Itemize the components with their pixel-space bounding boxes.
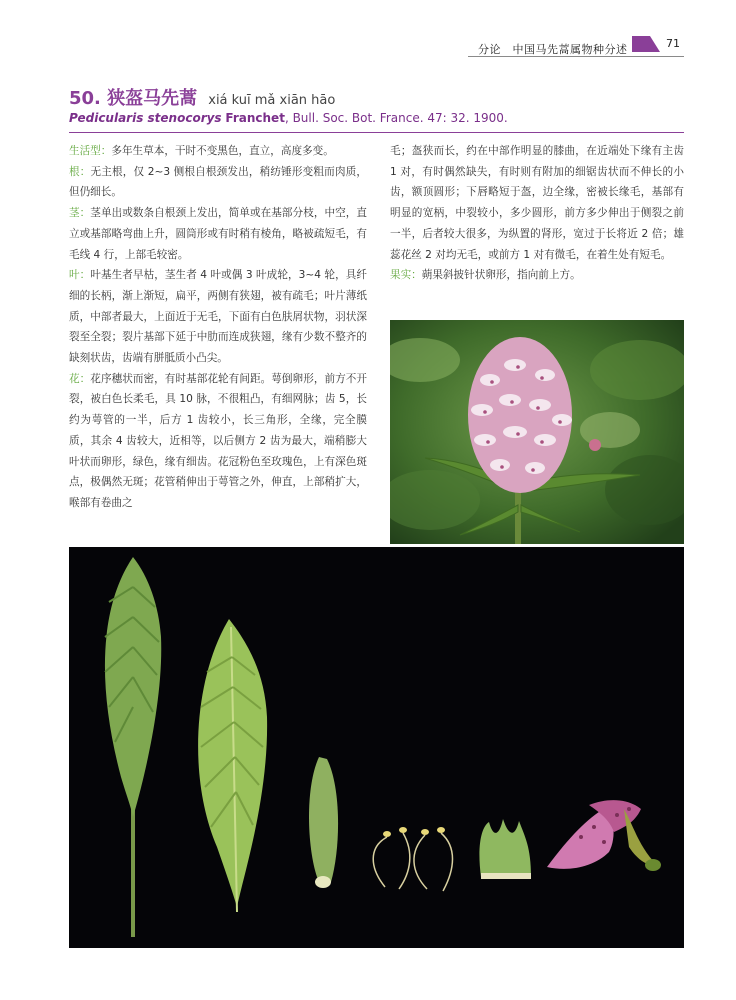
species-pinyin: xiá kuī mǎ xiān hāo: [208, 93, 336, 108]
root-text: 无主根，仅 2~3 侧根自根颈发出，稍纺锤形变粗而肉质，但仍细长。: [69, 165, 367, 199]
scientific-name-line: [69, 111, 508, 125]
fruit-paragraph: [390, 265, 684, 286]
header-tab-decoration: [632, 36, 660, 52]
habit-text: 多年生草本，干时不变黑色，直立，高度多变。: [111, 145, 334, 157]
latin-name: Pedicularis stenocorys: [69, 111, 222, 125]
root-paragraph: [69, 162, 367, 203]
title-rule: [69, 132, 684, 133]
flower-label: 花：: [69, 372, 91, 385]
habit-paragraph: [69, 141, 367, 162]
habit-label: 生活型：: [69, 145, 112, 157]
specimen-dissection-photograph: [69, 547, 684, 948]
fruit-label: 果实：: [390, 269, 422, 282]
description-left-column: [69, 141, 367, 514]
species-title: [69, 84, 335, 110]
flower-paragraph-continued: [390, 141, 684, 265]
flower-paragraph: [69, 369, 367, 514]
stem-paragraph: [69, 203, 367, 265]
flower-text-continued: 毛；盔狭而长，约在中部作明显的膝曲，在近端处下缘有主齿 1 对，有时偶然缺失，有时则有附加的细锯齿状而不伸长的小齿，额顶圆形；下唇略短于盔，边全缘，密被长缘毛，基部有明显的宽柄，中裂较小，多少圆形，前方多少伸出于侧裂之前一半，后者较大很多，为纵置的肾形，宽过于长将近 2 倍；雄蕊花丝 2 对均无毛，或前方 1 对有微毛，在着生处有短毛。: [390, 145, 684, 261]
stem-label: 茎：: [69, 207, 91, 220]
flower-text: 花序穗状而密，有时基部花轮有间距。萼倒卵形，前方不开裂，被白色长柔毛，具 10 脉，不很粗凸，有细网脉；齿 5，长约为萼管的一半，后方 1 齿较小，长三角形，全缘，完全膜质，其余 4 齿较大，近相等，以后侧方 2 齿为最大，端稍膨大叶状而卵形，绿色，缘有细齿。花冠粉色至玫瑰色，上有深色斑点，极偶然无斑；花管稍伸出于萼管之外，伸直，上部稍扩大，喉部有卷曲之: [69, 372, 368, 509]
leaf-text: 叶基生者早枯，茎生者 4 叶或偶 3 叶成轮，3~4 轮，具纤细的长柄，渐上渐短，扁平，两侧有狭翅，被有疏毛；叶片薄纸质，中部者最大，上面近于无毛，下面有白色肤屑状物，羽状深裂至全裂；裂片基部下延于中肋而连成狭翅，缘有少数不整齐的缺刻状齿，齿端有胼胝质小凸尖。: [69, 269, 367, 365]
root-label: 根：: [69, 165, 91, 178]
species-title-cn: 50. 狭盔马先蒿: [69, 88, 198, 109]
running-header: 分论 中国马先蒿属物种分述: [478, 43, 628, 56]
flower-photograph: [390, 320, 684, 544]
citation: , Bull. Soc. Bot. France. 47: 32. 1900.: [284, 111, 508, 125]
description-right-column: [390, 141, 684, 286]
author-name: Franchet: [225, 111, 285, 125]
leaf-paragraph: [69, 265, 367, 369]
stem-text: 茎单出或数条自根颈上发出，简单或在基部分枝，中空，直立或基部略弯曲上升，圆筒形或有时稍有棱角，略被疏短毛，有毛线 4 行，上部毛较密。: [69, 207, 368, 261]
fruit-text: 蒴果斜披针状卵形，指向前上方。: [421, 269, 581, 282]
header-rule: [468, 56, 684, 57]
page-number: 71: [666, 37, 680, 50]
leaf-label: 叶：: [69, 269, 91, 282]
